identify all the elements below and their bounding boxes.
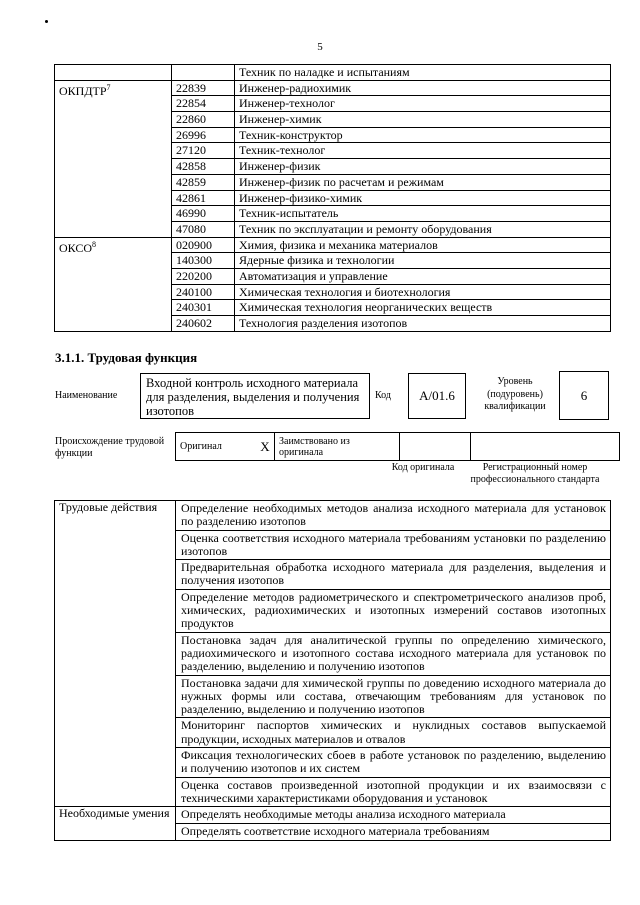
original-mark: X <box>256 433 275 461</box>
actions-label: Трудовые действия <box>55 501 176 807</box>
classification-code: 47080 <box>172 221 235 237</box>
classification-code: 42858 <box>172 159 235 175</box>
classification-code: 22860 <box>172 112 235 128</box>
classification-code: 240100 <box>172 284 235 300</box>
skill-item: Определять соответствие исходного материала требованиям <box>176 823 611 840</box>
action-item: Постановка задач для аналитической группы по определению химического, радиохимического и изотопного состава исходного материала для установок по разделению, выделению и получению изотопов <box>176 632 611 675</box>
classification-label <box>55 237 172 331</box>
classification-label <box>55 80 172 237</box>
classification-name: Инженер-физик по расчетам и режимам <box>235 174 611 190</box>
name-label: Наименование <box>55 390 118 401</box>
borrowed-label: Заимствовано из оригинала <box>275 433 400 461</box>
classification-name: Инженер-радиохимик <box>235 80 611 96</box>
classification-name: Автоматизация и управление <box>235 268 611 284</box>
original-label: Оригинал <box>176 433 257 461</box>
classification-table <box>54 64 611 332</box>
classification-name: Техник по наладке и испытаниям <box>235 65 611 81</box>
origin-label: Происхождение трудовой функции <box>55 436 165 459</box>
classification-code-cell <box>172 65 235 81</box>
action-item: Оценка соответствия исходного материала требованиям установки по разделению изотопов <box>176 530 611 560</box>
qualification-level-box: 6 <box>559 371 609 420</box>
classification-name: Техник-технолог <box>235 143 611 159</box>
classification-code: 42859 <box>172 174 235 190</box>
classification-label-text: ОКСО <box>59 240 93 255</box>
classification-name: Ядерные физика и технологии <box>235 253 611 269</box>
classification-code: 020900 <box>172 237 235 253</box>
classification-name: Инженер-физик <box>235 159 611 175</box>
classification-code: 240602 <box>172 316 235 332</box>
skill-item: Определять необходимые методы анализа исходного материала <box>176 807 611 823</box>
action-item: Мониторинг паспортов химических и нуклидных составов выпускаемой продукции, исходных материалов и отвалов <box>176 718 611 748</box>
classification-name: Инженер-физико-химик <box>235 190 611 206</box>
classification-name: Инженер-технолог <box>235 96 611 112</box>
classification-name: Инженер-химик <box>235 112 611 128</box>
function-name-box: Входной контроль исходного материала для разделения, выделения и получения изотопов <box>140 373 370 419</box>
classification-label-text: ОКПДТР <box>59 83 107 98</box>
origin-table <box>175 432 620 461</box>
level-label: Уровень (подуровень) квалификации <box>484 376 546 412</box>
scan-speck <box>45 20 48 23</box>
classification-code: 22839 <box>172 80 235 96</box>
classification-code: 140300 <box>172 253 235 269</box>
original-code-cell <box>400 433 471 461</box>
action-item: Определение методов радиометрического и спектрометрического анализов проб, химических, радиохимических и изотопных измерений составов изотопных продуктов <box>176 589 611 632</box>
classification-name: Техник-испытатель <box>235 206 611 222</box>
page-number: 5 <box>317 41 323 53</box>
classification-code: 22854 <box>172 96 235 112</box>
table-row <box>55 80 611 96</box>
footnote-ref: 8 <box>92 239 97 249</box>
original-code-caption: Код оригинала <box>391 462 455 473</box>
action-item: Постановка задачи для химической группы по доведению исходного материала до нужных формы или состава, отвечающим требованиям для установок по разделению, выделению и получению изотопов <box>176 675 611 718</box>
action-item: Определение необходимых методов анализа исходного материала для установок по разделению изотопов <box>176 501 611 531</box>
table-row <box>55 501 611 531</box>
skills-label: Необходимые умения <box>55 807 176 840</box>
reg-number-cell <box>471 433 620 461</box>
classification-name: Техник-конструктор <box>235 127 611 143</box>
action-item: Предварительная обработка исходного материала для разделения, выделения и получения изотопов <box>176 560 611 590</box>
classification-code: 27120 <box>172 143 235 159</box>
classification-label-cell <box>55 65 172 81</box>
reg-number-caption: Регистрационный номер профессионального стандарта <box>470 462 600 485</box>
actions-table <box>54 500 611 841</box>
action-item: Фиксация технологических сбоев в работе установок по разделению, выделению и получению изотопов и их систем <box>176 748 611 778</box>
classification-name: Техник по эксплуатации и ремонту оборудования <box>235 221 611 237</box>
section-title: 3.1.1. Трудовая функция <box>55 350 198 365</box>
table-row <box>55 807 611 823</box>
table-row <box>55 237 611 253</box>
classification-name: Химическая технология и биотехнология <box>235 284 611 300</box>
classification-code: 26996 <box>172 127 235 143</box>
footnote-ref: 7 <box>106 82 111 92</box>
classification-code: 220200 <box>172 268 235 284</box>
classification-name: Технология разделения изотопов <box>235 316 611 332</box>
classification-name: Химическая технология неорганических веществ <box>235 300 611 316</box>
action-item: Оценка составов произведенной изотопной продукции и их взаимосвязи с техническими характеристиками оборудования и установок <box>176 777 611 807</box>
classification-code: 240301 <box>172 300 235 316</box>
code-label: Код <box>375 390 391 401</box>
classification-code: 42861 <box>172 190 235 206</box>
classification-name: Химия, физика и механика материалов <box>235 237 611 253</box>
classification-code: 46990 <box>172 206 235 222</box>
function-code-box: А/01.6 <box>408 373 466 419</box>
